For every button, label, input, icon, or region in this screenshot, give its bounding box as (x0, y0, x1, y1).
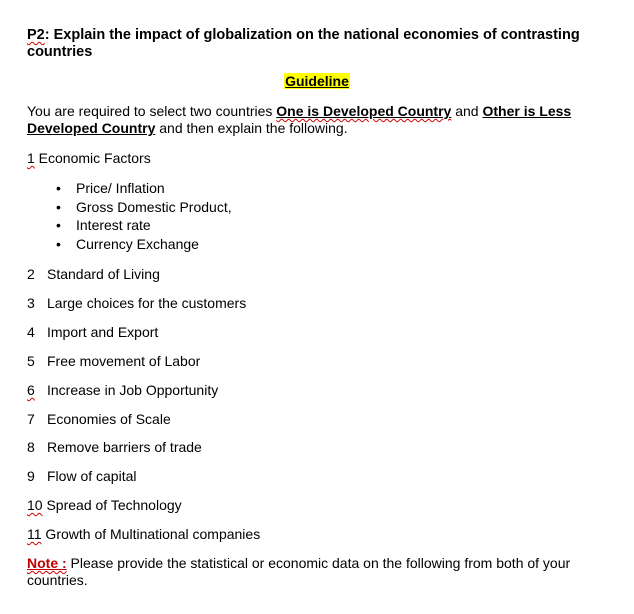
intro-text-3: and then explain the following. (155, 120, 348, 136)
factor-item-5 (27, 353, 200, 370)
factor-item-2 (27, 266, 160, 283)
factor-label: Standard of Living (47, 266, 160, 282)
factor-number: 11 (27, 526, 42, 542)
intro-paragraph (27, 103, 617, 137)
note-paragraph (27, 555, 617, 589)
bullet-icon: • (56, 198, 61, 215)
factor-number: 2 (27, 266, 35, 282)
bullet-item: • Currency Exchange (56, 235, 199, 252)
page-title (27, 27, 617, 61)
bullet-icon: • (56, 180, 61, 196)
factor-item-7 (27, 411, 171, 428)
factor-item-3 (27, 295, 246, 312)
intro-text-1: You are required to select two countries (27, 103, 277, 119)
factor-number: 10 (27, 497, 43, 513)
factor-number: 6 (27, 382, 35, 398)
note-text: Please provide the statistical or economic data on the following from both of your countries. (27, 555, 571, 588)
guideline-heading (0, 73, 634, 89)
bullet-item: • Interest rate (56, 217, 151, 233)
factor-number: 1 (27, 150, 35, 166)
factor-label: Economies of Scale (47, 411, 171, 427)
intro-text-2: and (451, 103, 483, 119)
economic-factors-bullets (56, 180, 232, 254)
note-label: Note : (27, 555, 67, 571)
title-text: : Explain the impact of globalization on the national economies of contrasting countries (27, 27, 580, 60)
factor-label: Remove barriers of trade (47, 439, 202, 455)
factor-number: 5 (27, 353, 35, 369)
factor-label: Import and Export (47, 324, 159, 340)
bullet-item: • Gross Domestic Product, (56, 198, 232, 215)
factor-item-8 (27, 439, 202, 456)
factor-label: Spread of Technology (42, 497, 182, 513)
factor-label: Increase in Job Opportunity (47, 382, 219, 398)
factor-item-11 (27, 526, 260, 543)
factor-label: Large choices for the customers (47, 295, 247, 311)
bullet-icon: • (56, 235, 61, 252)
factor-label: Growth of Multinational companies (41, 526, 261, 542)
factor-item-1 (27, 150, 151, 167)
factor-item-4 (27, 324, 158, 341)
factor-number: 3 (27, 295, 35, 311)
factor-item-6 (27, 382, 218, 399)
title-prefix: P2 (27, 27, 45, 43)
factor-item-10 (27, 497, 182, 514)
bullet-icon: • (56, 217, 61, 233)
factor-number: 8 (27, 439, 35, 455)
bullet-item: • Price/ Inflation (56, 180, 165, 196)
factor-number: 4 (27, 324, 35, 340)
factor-item-9 (27, 468, 136, 485)
factor-number: 9 (27, 468, 35, 484)
factor-label: Economic Factors (34, 150, 151, 166)
factor-label: Free movement of Labor (47, 353, 201, 369)
intro-developed-country: One is Developed Country (276, 103, 452, 119)
intro-less-developed-country: Other is Less Developed Country (27, 103, 572, 136)
factor-number: 7 (27, 411, 35, 427)
guideline-label: Guideline (285, 73, 349, 89)
factor-label: Flow of capital (47, 468, 137, 484)
